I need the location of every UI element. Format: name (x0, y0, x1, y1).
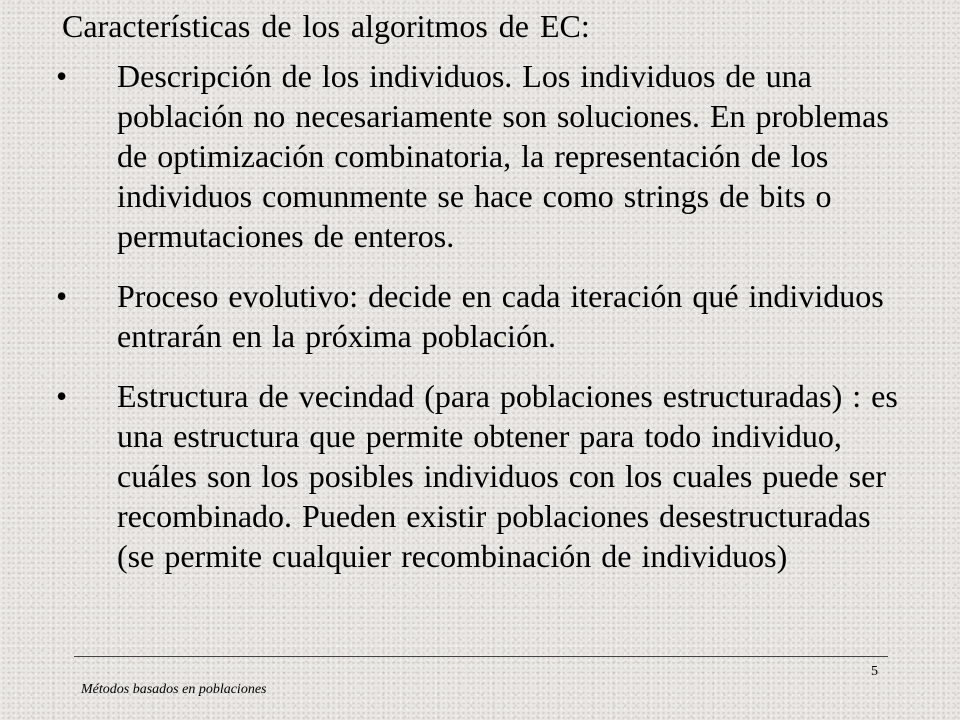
bullet-list (0, 56, 960, 576)
bullet-icon: • (56, 378, 68, 414)
footer-divider (74, 656, 888, 657)
bullet-icon: • (56, 58, 68, 94)
page-number: 5 (871, 664, 878, 679)
slide-title: Características de los algoritmos de EC: (62, 8, 590, 44)
bullet-text: Descripción de los individuos. Los individuos de una población no necesariamente son soluciones. En problemas de optimización combinatoria, la representación de los individuos comunmente se hace como strings de bits o permutaciones de enteros. (117, 58, 889, 254)
footer-course-title: Métodos basados en poblaciones (81, 682, 267, 697)
bullet-item (0, 276, 917, 356)
bullet-item (0, 56, 917, 256)
bullet-text: Estructura de vecindad (para poblaciones estructuradas) : es una estructura que permite obtener para todo individuo, cuáles son los posibles individuos con los cuales puede ser recombinado. Pueden existir poblaciones desestructuradas (se permite cualquier recombinación de individuos) (117, 378, 898, 574)
bullet-text: Proceso evolutivo: decide en cada iteración qué individuos entrarán en la próxima población. (117, 278, 884, 354)
bullet-icon: • (56, 278, 68, 314)
bullet-item (0, 376, 917, 576)
